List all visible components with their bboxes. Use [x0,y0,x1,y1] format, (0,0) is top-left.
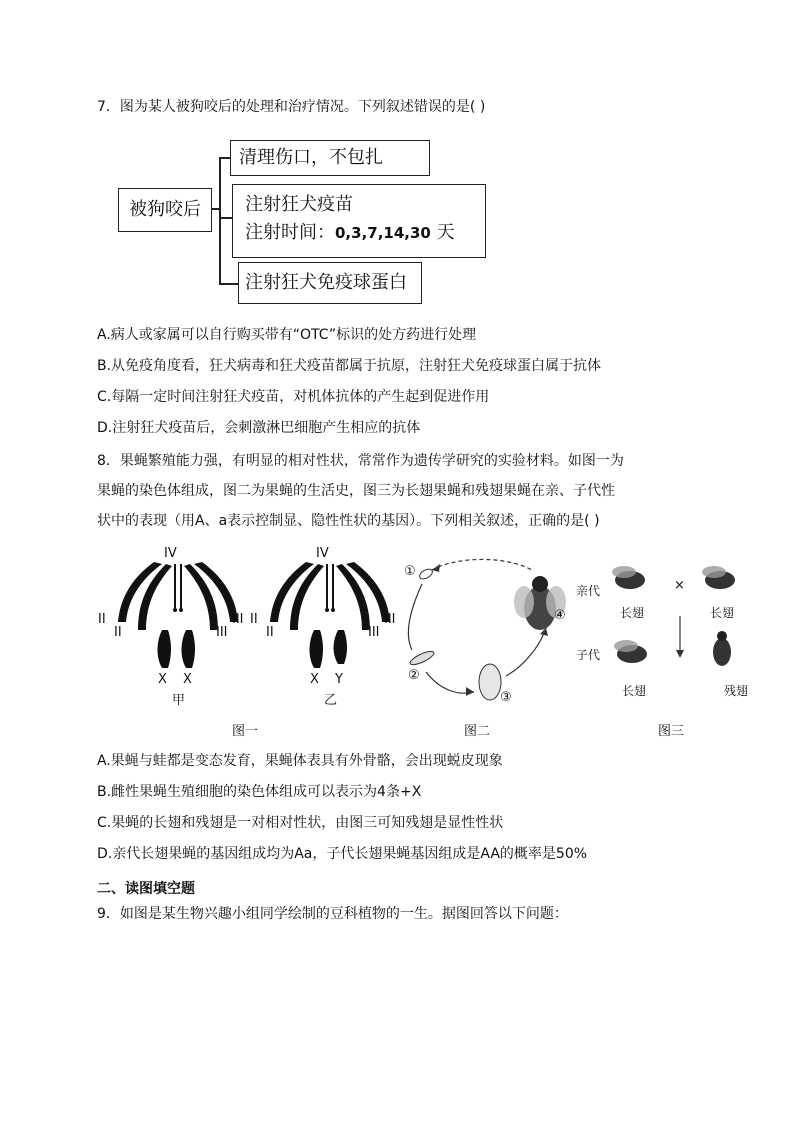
chromosome-set-jia [118,562,238,668]
label-ii: II [98,612,106,627]
q8-option-c: C.果蝇的长翅和残翅是一对相对性状，由图三可知残翅是显性性状 [97,815,504,831]
q8-stem-line-1: 8．果蝇繁殖能力强，有明显的相对性状，常常作为遗传学研究的实验材料。如图一为 [97,453,624,469]
q8-figure-drawing [92,542,772,742]
q7-stem: 7．图为某人被狗咬后的处理和治疗情况。下列叙述错误的是( ) [97,99,486,115]
q7-option-a: A.病人或家属可以自行购买带有“OTC”标识的处方药进行处理 [97,327,477,343]
q8-stem-line-2: 果蝇的染色体组成，图二为果蝇的生活史，图三为长翅果蝇和残翅果蝇在亲、子代性 [97,483,615,499]
section-2-title: 二、读图填空题 [97,881,195,897]
label-yi: 乙 [324,693,338,708]
connector [219,283,238,285]
q8-option-d: D.亲代长翅果蝇的基因组成均为Aa，子代长翅果蝇基因组成是AA的概率是50% [97,846,588,862]
label-iii: III [216,625,228,640]
q8-option-a: A.果蝇与蛙都是变态发育，果蝇体表具有外骨骼，会出现蜕皮现象 [97,753,503,769]
stage-2-label: ② [408,668,420,683]
life-cycle-diagram [408,559,566,700]
connector [219,157,221,284]
stage-1-label: ① [404,564,416,579]
long-wing-offspring-icon [614,640,647,663]
q8-figure [92,542,772,742]
vaccine-schedule [245,219,485,247]
connector [219,157,230,159]
vestigial-wing-offspring-icon [713,631,731,666]
chromosome-y: Y [335,672,343,687]
vaccine-label: 注射狂犬疫苗 [245,194,353,215]
label-iv: IV [164,546,177,561]
parent-generation-label: 亲代 [576,584,601,598]
label-ii: II [266,625,274,640]
q7-flowchart [118,140,488,310]
clean-wound-label: 清理伤口，不包扎 [239,147,383,168]
label-iii: III [384,612,396,627]
clean-wound-box [230,140,430,176]
schedule-label: 注射时间： [245,222,335,243]
label-jia: 甲 [172,693,186,708]
connector [219,217,232,219]
q8-stem-line-3: 状中的表现（用A、a表示控制显、隐性性状的基因）。下列相关叙述，正确的是( ) [97,513,600,529]
stage-4-label: ④ [554,608,566,623]
q7-option-c: C.每隔一定时间注射狂犬疫苗，对机体抗体的产生起到促进作用 [97,389,490,405]
parent-fly-icon [612,566,645,589]
q9-stem: 9．如图是某生物兴趣小组同学绘制的豆科植物的一生。据图回答以下问题： [97,906,568,922]
cross-symbol: × [674,578,685,593]
parent-long-wing-label: 长翅 [620,606,645,620]
immunoglobulin-box [238,262,422,304]
pupa-icon [479,664,501,700]
immunoglobulin-label: 注射狂犬免疫球蛋白 [245,272,407,293]
offspring-long-wing-label: 长翅 [622,684,647,698]
q7-option-d: D.注射狂犬疫苗后，会刺激淋巴细胞产生相应的抗体 [97,420,421,436]
chromosome-x: X [158,672,167,687]
offspring-generation-label: 子代 [576,648,601,662]
figure-2-caption: 图二 [464,724,491,739]
larva-icon [409,649,436,667]
bitten-label: 被狗咬后 [129,199,201,220]
label-iii: III [232,612,244,627]
egg-icon [418,567,434,581]
label-ii: II [114,625,122,640]
q8-option-b: B.雌性果蝇生殖细胞的染色体组成可以表示为4条+X [97,784,422,800]
bitten-box [118,188,212,232]
stage-3-label: ③ [500,690,512,705]
schedule-days: 0,3,7,14,30 [335,224,431,242]
label-iii: III [368,625,380,640]
figure-1-caption: 图一 [232,724,259,739]
offspring-vestigial-wing-label: 残翅 [724,684,749,698]
label-ii: II [250,612,258,627]
chromosome-x: X [310,672,319,687]
vaccine-box [232,184,486,258]
parent-fly-icon [702,566,735,589]
q7-option-b: B.从免疫角度看，狂犬病毒和狂犬疫苗都属于抗原，注射狂犬免疫球蛋白属于抗体 [97,358,602,374]
chromosome-set-yi [270,562,390,668]
parent-long-wing-label: 长翅 [710,606,735,620]
figure-3-caption: 图三 [658,724,685,739]
label-iv: IV [316,546,329,561]
chromosome-x: X [183,672,192,687]
schedule-unit: 天 [436,222,455,243]
